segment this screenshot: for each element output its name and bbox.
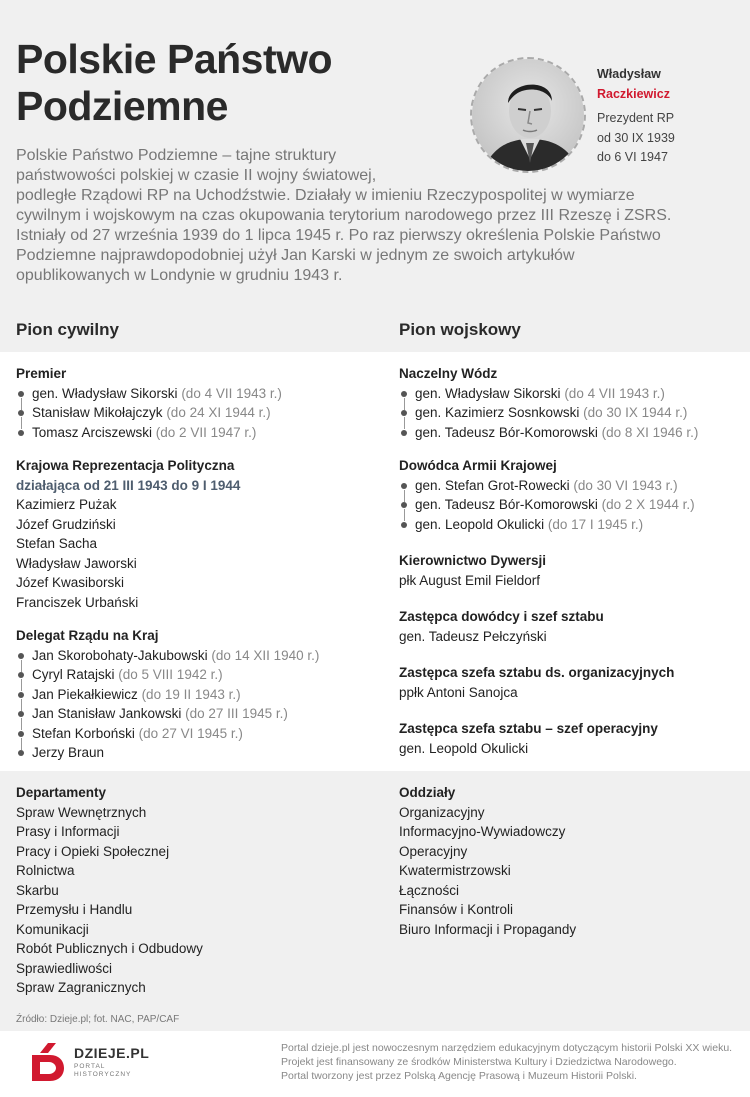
logo-subtitle: PORTAL: [74, 1063, 106, 1070]
list-item: gen. Władysław Sikorski (do 4 VII 1943 r.): [399, 384, 744, 404]
deputy-person: gen. Tadeusz Pełczyński: [399, 628, 547, 644]
list-item: Franciszek Urbański: [16, 594, 139, 610]
footer-text: Portal tworzony jest przez Polską Agencję Prasową i Muzeum Historii Polski.: [281, 1070, 637, 1082]
departments-title: Departamenty: [16, 785, 107, 800]
delegat-timeline: [16, 646, 361, 763]
list-item: Organizacyjny: [399, 804, 485, 820]
departments-list: [16, 783, 361, 998]
president-term-from: od 30 IX 1939: [597, 131, 675, 145]
list-item: gen. Tadeusz Bór-Komorowski (do 2 X 1944 r.): [399, 495, 744, 515]
intro-line: podległe Rządowi RP na Uchodźstwie. Działały w imieniu Rzeczypospolitej w wymiarze: [16, 187, 635, 204]
list-item: Skarbu: [16, 882, 59, 898]
list-item: Operacyjny: [399, 843, 468, 859]
list-item: Spraw Zagranicznych: [16, 980, 146, 995]
list-item: Kazimierz Pużak: [16, 497, 117, 512]
list-item: Informacyjno-Wywiadowczy: [399, 824, 566, 839]
deputy-title: Zastępca dowódcy i szef sztabu: [399, 609, 604, 624]
footer-text: Projekt jest finansowany ze środków Ministerstwa Kultury i Dziedzictwa Narodowego.: [281, 1056, 677, 1068]
list-item: gen. Władysław Sikorski (do 4 VII 1943 r.): [16, 384, 361, 404]
list-item: gen. Tadeusz Bór-Komorowski (do 8 XI 1946 r.): [399, 423, 744, 443]
list-item: Cyryl Ratajski (do 5 VIII 1942 r.): [16, 665, 361, 685]
list-item: Władysław Jaworski: [16, 555, 137, 571]
intro-line: opublikowanych w Londynie w grudniu 1943 r.: [16, 267, 343, 284]
list-item: Józef Grudziński: [16, 516, 116, 532]
list-item: Tomasz Arciszewski (do 2 VII 1947 r.): [16, 423, 361, 443]
footer-text: Portal dzieje.pl jest nowoczesnym narzędziem edukacyjnym dotyczącym historii Polski XX wieku.: [281, 1042, 733, 1054]
intro-line: Podziemne najprawdopodobniej użył Jan Karski w jednym ze swoich artykułów: [16, 247, 575, 264]
list-item: Jan Skorobohaty-Jakubowski (do 14 XII 1940 r.): [16, 646, 361, 666]
premier-title: Premier: [16, 366, 67, 381]
oddzialy-list: [399, 783, 744, 939]
list-item: Stefan Korboński (do 27 VI 1945 r.): [16, 724, 361, 744]
intro-line: Istniały od 27 września 1939 do 1 lipca 1945 r. Po raz pierwszy określenia Polskie Państwo: [16, 227, 661, 244]
list-item: Rolnictwa: [16, 863, 75, 878]
civil-column-title: Pion cywilny: [16, 320, 119, 339]
oddzialy-title: Oddziały: [399, 785, 456, 800]
ops-deputy-person: gen. Leopold Okulicki: [399, 740, 529, 756]
org-deputy-person: ppłk Antoni Sanojca: [399, 684, 518, 700]
intro-line: Polskie Państwo Podziemne – tajne struktury: [16, 147, 337, 164]
dzieje-logo-icon[interactable]: [28, 1041, 68, 1081]
intro-line: państwowości polskiej w czasie II wojny światowej,: [16, 167, 377, 184]
delegat-title: Delegat Rządu na Kraj: [16, 628, 159, 643]
premier-timeline: [16, 384, 361, 443]
list-item: Robót Publicznych i Odbudowy: [16, 941, 203, 956]
commander-timeline: [399, 384, 744, 443]
list-item: gen. Leopold Okulicki (do 17 I 1945 r.): [399, 515, 744, 535]
list-item: Przemysłu i Handlu: [16, 902, 133, 917]
logo-wordmark[interactable]: DZIEJE.PL: [74, 1045, 150, 1061]
commander-title: Naczelny Wódz: [399, 366, 498, 381]
list-item: Finansów i Kontroli: [399, 902, 514, 917]
list-item: Prasy i Informacji: [16, 824, 120, 839]
source-credit: Źródło: Dzieje.pl; fot. NAC, PAP/CAF: [16, 1014, 180, 1025]
dywersja-person: płk August Emil Fieldorf: [399, 572, 541, 588]
president-first-name: Władysław: [597, 67, 661, 81]
list-item: gen. Kazimierz Sosnkowski (do 30 IX 1944 r.): [399, 403, 744, 423]
civil-column: [16, 364, 361, 763]
list-item: gen. Stefan Grot-Rowecki (do 30 VI 1943 r.): [399, 476, 744, 496]
list-item: Pracy i Opieki Społecznej: [16, 843, 170, 859]
president-term-to: do 6 VI 1947: [597, 150, 668, 164]
krp-subtitle: działająca od 21 III 1943 do 9 I 1944: [16, 477, 241, 493]
krp-title: Krajowa Reprezentacja Polityczna: [16, 458, 235, 473]
list-item: Józef Kwasiborski: [16, 575, 125, 590]
list-item: Jan Piekałkiewicz (do 19 II 1943 r.): [16, 685, 361, 705]
ops-deputy-title: Zastępca szefa sztabu – szef operacyjny: [399, 721, 658, 736]
president-last-name: Raczkiewicz: [597, 87, 670, 101]
military-column-title: Pion wojskowy: [399, 320, 521, 339]
list-item: Spraw Wewnętrznych: [16, 804, 147, 820]
list-item: Sprawiedliwości: [16, 960, 113, 976]
page-title: Polskie Państwo Podziemne: [16, 36, 333, 129]
list-item: Jan Stanisław Jankowski (do 27 III 1945 r.): [16, 704, 361, 724]
ak-timeline: [399, 476, 744, 535]
logo-subtitle: HISTORYCZNY: [74, 1071, 132, 1078]
dywersja-title: Kierownictwo Dywersji: [399, 553, 547, 568]
intro-line: cywilnym i wojskowym na czas okupowania terytorium narodowego przez III Rzeszę i ZSRS.: [16, 207, 672, 224]
list-item: Komunikacji: [16, 921, 89, 937]
list-item: Łączności: [399, 882, 460, 898]
list-item: Jerzy Braun: [16, 743, 361, 763]
org-deputy-title: Zastępca szefa sztabu ds. organizacyjnych: [399, 665, 675, 680]
ak-title: Dowódca Armii Krajowej: [399, 458, 557, 473]
list-item: Kwatermistrzowski: [399, 863, 511, 878]
list-item: Stanisław Mikołajczyk (do 24 XI 1944 r.): [16, 403, 361, 423]
military-column: [399, 364, 744, 758]
list-item: Stefan Sacha: [16, 536, 98, 551]
president-role: Prezydent RP: [597, 111, 675, 125]
list-item: Biuro Informacji i Propagandy: [399, 921, 577, 937]
intro-paragraph: [16, 146, 736, 286]
